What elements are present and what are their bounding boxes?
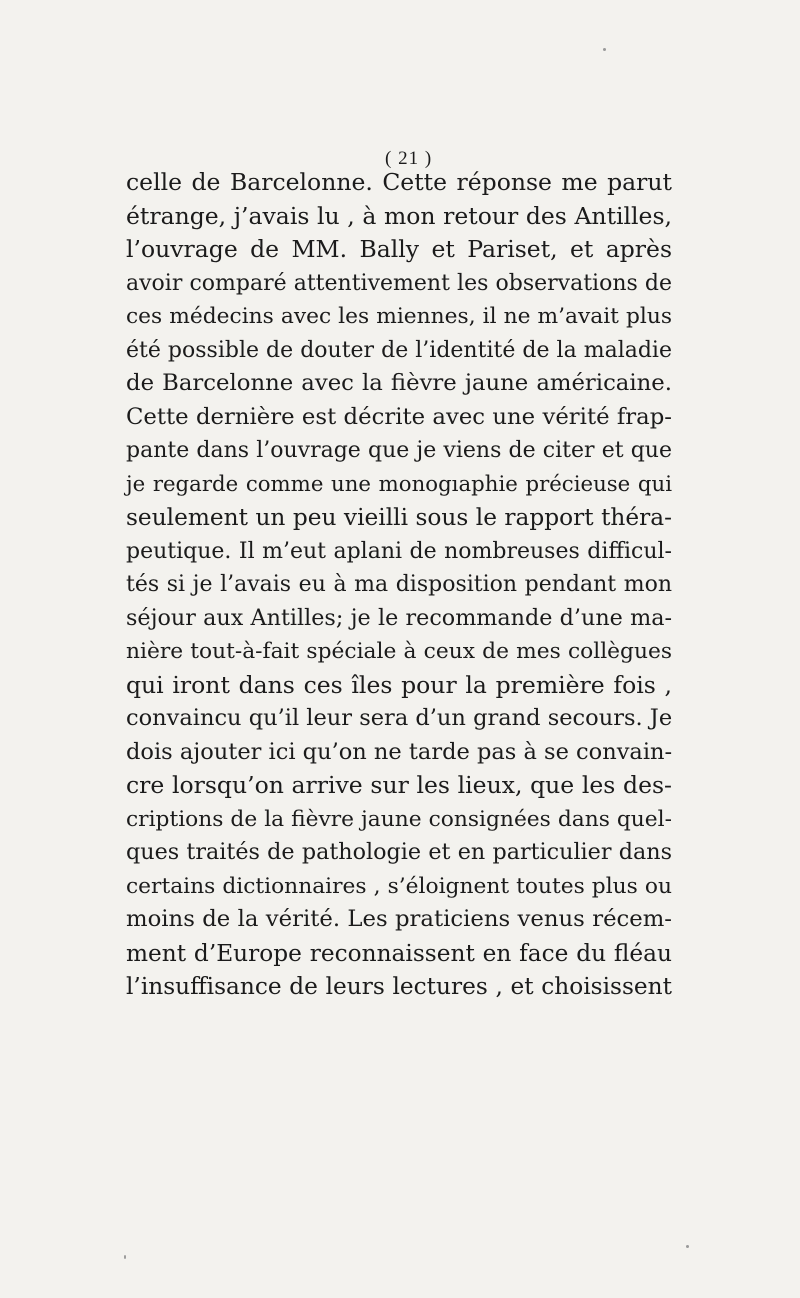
paper-speck xyxy=(686,1245,689,1248)
text-line: je regarde comme une monogıaphie précieuse qui xyxy=(126,471,672,497)
paper-speck xyxy=(603,48,606,51)
text-line: nière tout-à-fait spéciale à ceux de mes collègues xyxy=(126,639,672,664)
page-number: ( 21 ) xyxy=(385,148,433,169)
text-line: séjour aux Antilles; je le recommande d’une ma- xyxy=(126,604,672,631)
paper-speck xyxy=(124,1255,126,1259)
text-line: celle de Barcelonne. Cette réponse me parut xyxy=(126,168,672,196)
text-line: seulement un peu vieilli sous le rapport théra- xyxy=(126,504,672,531)
text-line: Cette dernière est décrite avec une vérité frap- xyxy=(126,403,672,430)
text-line: convaincu qu’il leur sera d’un grand secours. Je xyxy=(126,705,673,731)
text-line: avoir comparé attentivement les observations de xyxy=(126,270,672,296)
text-line: l’ouvrage de MM. Bally et Pariset, et après xyxy=(126,235,672,263)
text-line: ques traités de pathologie et en particulier dans xyxy=(126,839,672,865)
text-line: ces médecins avec les miennes, il ne m’avait plus xyxy=(126,304,672,329)
text-line: cre lorsqu’on arrive sur les lieux, que les des- xyxy=(126,771,672,799)
text-line: tés si je l’avais eu à ma disposition pendant mon xyxy=(126,572,672,597)
text-line: pante dans l’ouvrage que je viens de citer et que xyxy=(126,438,672,463)
text-line: l’insuffisance de leurs lectures , et choisissent xyxy=(126,973,672,1000)
text-line: peutique. Il m’eut aplani de nombreuses difficul- xyxy=(126,538,672,564)
text-line: été possible de douter de l’identité de la maladie xyxy=(126,337,672,363)
text-line: étrange, j’avais lu , à mon retour des Antilles, xyxy=(126,201,672,230)
text-line: ment d’Europe reconnaissent en face du fléau xyxy=(126,939,672,967)
body-text xyxy=(126,166,672,1004)
text-line: dois ajouter ici qu’on ne tarde pas à se convain- xyxy=(126,738,673,765)
text-line: criptions de la fièvre jaune consignées dans quel- xyxy=(126,806,672,832)
text-line: moins de la vérité. Les praticiens venus récem- xyxy=(126,906,672,932)
text-line: de Barcelonne avec la fièvre jaune américaine. xyxy=(126,370,672,396)
text-line: certains dictionnaires , s’éloignent toutes plus ou xyxy=(126,873,672,899)
text-line: qui iront dans ces îles pour la première fois , xyxy=(126,670,672,699)
